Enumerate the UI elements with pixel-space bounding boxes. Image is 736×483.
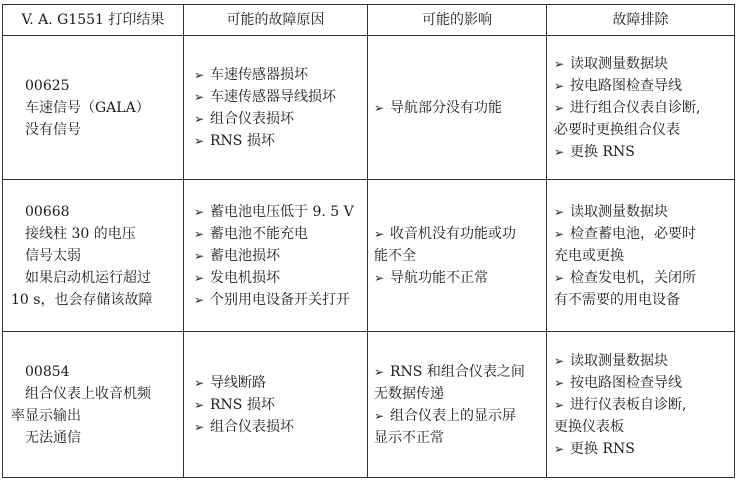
fixes-cell xyxy=(547,332,735,478)
fault-desc-line: 没有信号 xyxy=(25,121,81,138)
effect-item-cont: 无数据传递 xyxy=(374,385,444,402)
header-effects: 可能的影响 xyxy=(368,5,547,36)
bullet-icon: ➢ xyxy=(194,419,205,434)
fix-item: 检查蓄电池，必要时 xyxy=(570,225,696,242)
effects-cell xyxy=(368,36,547,180)
causes-cell xyxy=(184,332,368,478)
fix-item: 进行仪表板自诊断, xyxy=(570,396,687,413)
effect-item-cont: 显示不正常 xyxy=(374,429,444,446)
fault-desc-line: 如果启动机运行超过 xyxy=(25,269,151,286)
header-printout: V. A. G1551 打印结果 xyxy=(3,5,184,36)
effect-item: RNS 和组合仪表之间 xyxy=(390,363,525,380)
fix-item: 按电路图检查导线 xyxy=(570,374,682,391)
fix-item: 检查发电机，关闭所 xyxy=(570,269,696,286)
cause-item: RNS 损坏 xyxy=(210,396,275,413)
fixes-cell xyxy=(547,36,735,180)
cause-item: 发电机损坏 xyxy=(210,269,280,286)
bullet-icon: ➢ xyxy=(374,270,385,285)
cause-item: RNS 损坏 xyxy=(210,132,275,149)
bullet-icon: ➢ xyxy=(554,56,565,71)
cause-item: 车速传感器损坏 xyxy=(210,66,308,83)
fix-item: 读取测量数据块 xyxy=(570,203,668,220)
causes-cell xyxy=(184,36,368,180)
effect-item: 组合仪表上的显示屏 xyxy=(390,407,516,424)
fault-desc-line: 组合仪表上收音机频 xyxy=(25,385,151,402)
cause-item: 组合仪表损坏 xyxy=(210,418,294,435)
fix-item: 更换 RNS xyxy=(570,143,635,160)
fault-desc-line: 信号太弱 xyxy=(25,247,81,264)
fault-code: 00668 xyxy=(25,203,70,220)
cause-item: 组合仪表损坏 xyxy=(210,110,294,127)
bullet-icon: ➢ xyxy=(194,248,205,263)
bullet-icon: ➢ xyxy=(554,375,565,390)
printout-cell xyxy=(3,332,184,478)
fix-item-cont: 有不需要的用电设备 xyxy=(554,291,680,308)
fix-item: 读取测量数据块 xyxy=(570,352,668,369)
fix-item: 进行组合仪表自诊断, xyxy=(570,99,701,116)
cause-item: 导线断路 xyxy=(210,374,266,391)
cause-item: 蓄电池损坏 xyxy=(210,247,280,264)
fix-item-cont: 充电或更换 xyxy=(554,247,624,264)
effect-item: 导航部分没有功能 xyxy=(390,99,502,116)
bullet-icon: ➢ xyxy=(194,397,205,412)
printout-cell xyxy=(3,36,184,180)
bullet-icon: ➢ xyxy=(554,100,565,115)
effects-cell xyxy=(368,180,547,332)
header-fixes: 故障排除 xyxy=(547,5,735,36)
causes-cell xyxy=(184,180,368,332)
fix-item-cont: 更换仪表板 xyxy=(554,418,624,435)
printout-cell xyxy=(3,180,184,332)
effect-item-cont: 能不全 xyxy=(374,247,416,264)
fix-item: 更换 RNS xyxy=(570,440,635,457)
table-row xyxy=(3,36,735,180)
fault-desc-line: 10 s，也会存储该故障 xyxy=(11,291,153,308)
bullet-icon: ➢ xyxy=(194,375,205,390)
bullet-icon: ➢ xyxy=(554,144,565,159)
cause-item: 蓄电池电压低于 9. 5 V xyxy=(210,203,354,220)
bullet-icon: ➢ xyxy=(194,111,205,126)
effects-cell xyxy=(368,332,547,478)
fault-desc-line: 车速信号（GALA） xyxy=(25,99,150,116)
bullet-icon: ➢ xyxy=(194,133,205,148)
bullet-icon: ➢ xyxy=(194,89,205,104)
header-causes: 可能的故障原因 xyxy=(184,5,368,36)
fault-desc-line: 率显示输出 xyxy=(11,407,81,424)
table-row xyxy=(3,180,735,332)
bullet-icon: ➢ xyxy=(194,204,205,219)
bullet-icon: ➢ xyxy=(374,100,385,115)
bullet-icon: ➢ xyxy=(554,353,565,368)
bullet-icon: ➢ xyxy=(554,78,565,93)
bullet-icon: ➢ xyxy=(194,270,205,285)
effect-item: 导航功能不正常 xyxy=(390,269,488,286)
bullet-icon: ➢ xyxy=(194,292,205,307)
bullet-icon: ➢ xyxy=(374,408,385,423)
fault-code: 00854 xyxy=(25,363,70,380)
fault-desc-line: 无法通信 xyxy=(25,429,81,446)
cause-item: 车速传感器导线损坏 xyxy=(210,88,336,105)
fault-desc-line: 接线柱 30 的电压 xyxy=(25,225,136,242)
bullet-icon: ➢ xyxy=(554,397,565,412)
bullet-icon: ➢ xyxy=(194,67,205,82)
cause-item: 蓄电池不能充电 xyxy=(210,225,308,242)
fault-code: 00625 xyxy=(25,77,70,94)
effect-item: 收音机没有功能或功 xyxy=(390,225,516,242)
fix-item-cont: 必要时更换组合仪表 xyxy=(554,121,680,138)
bullet-icon: ➢ xyxy=(554,226,565,241)
bullet-icon: ➢ xyxy=(554,204,565,219)
fix-item: 按电路图检查导线 xyxy=(570,77,682,94)
bullet-icon: ➢ xyxy=(374,364,385,379)
bullet-icon: ➢ xyxy=(554,441,565,456)
header-row xyxy=(3,5,735,36)
fault-table-page xyxy=(2,4,735,478)
fixes-cell xyxy=(547,180,735,332)
bullet-icon: ➢ xyxy=(374,226,385,241)
fix-item: 读取测量数据块 xyxy=(570,55,668,72)
bullet-icon: ➢ xyxy=(194,226,205,241)
table-row xyxy=(3,332,735,478)
bullet-icon: ➢ xyxy=(554,270,565,285)
fault-table xyxy=(2,4,735,478)
cause-item: 个别用电设备开关打开 xyxy=(210,291,350,308)
